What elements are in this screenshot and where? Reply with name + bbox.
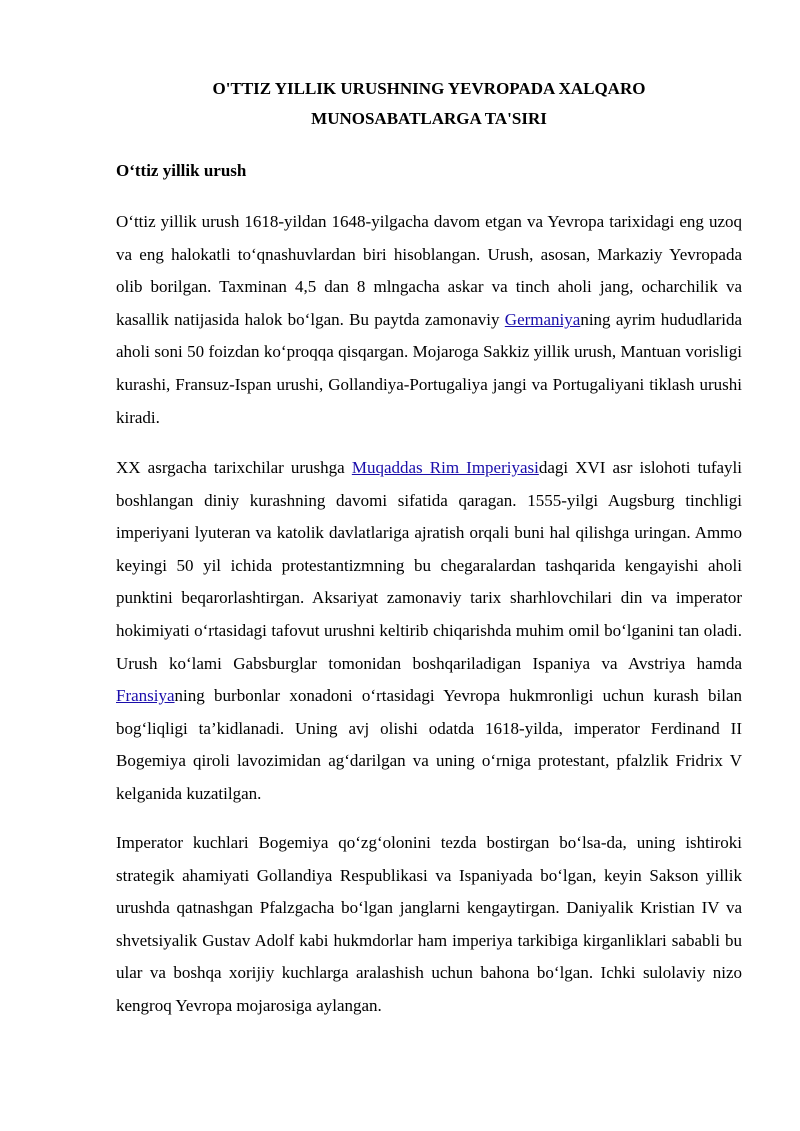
germaniya-link[interactable]: Germaniya (504, 309, 581, 329)
paragraph-1-text-after: ning ayrim hududlarida aholi soni 50 foizdan ko‘proqqa qisqargan. Mojaroga Sakkiz yillik urush, Mantuan vorisligi kurashi, Fransuz-Ispan urushi, Gollandiya-Portugaliya jangi va Portugaliyani tiklash urushi kiradi. (116, 309, 742, 427)
title-line-2: MUNOSABATLARGA TA'SIRI (311, 109, 547, 128)
title-line-1: O'TTIZ YILLIK URUSHNING YEVROPADA XALQARO (212, 79, 646, 98)
paragraph-2-text-middle: dagi XVI asr islohoti tufayli boshlangan diniy kurashning davomi sifatida qaragan. 1555-yilgi Augsburg tinchligi imperiyani lyuteran va katolik davlatlariga ajratish orqali buni hal qilishga uringan. Ammo keyingi 50 yil ichida protestantizmning bu chegaralardan tashqarida kengayishi aholi punktini beqarorlashtirgan. Aksariyat zamonaviy tarix sharhlovchilari din va imperator hokimiyati o‘rtasidagi tafovut urushni keltirib chiqarishda muhim omil bo‘lganini tan oladi. Urush ko‘lami Gabsburglar tomonidan boshqariladigan Ispaniya va Avstriya hamda (116, 458, 742, 673)
paragraph-3: Imperator kuchlari Bogemiya qo‘zg‘olonini tezda bostirgan bo‘lsa-da, uning ishtiroki strategik ahamiyati Gollandiya Respublikasi va Ispaniyada bo‘lgan, keyin Sakson yillik urushda qatnashgan Pfalzgacha bo‘lgan janglarni kengaytirgan. Daniyalik Kristian IV va shvetsiyalik Gustav Adolf kabi hukmdorlar ham imperiya tarkibiga kirganliklari sababli bu ular va boshqa xorijiy kuchlarga aralashish uchun bahona bo‘lgan. Ichki sulolaviy nizo kengroq Yevropa mojarosiga aylangan. (116, 833, 742, 1015)
document-title (116, 74, 742, 134)
muqaddas-rim-imperiyasi-link[interactable]: Muqaddas Rim Imperiyasi (351, 458, 539, 477)
paragraph-1-text-before: O‘ttiz yillik urush 1618-yildan 1648-yilgacha davom etgan va Yevropa tarixidagi eng uzoq va eng halokatli to‘qnashuvlardan biri hisoblangan. Urush, asosan, Markaziy Yevropada olib borilgan. Taxminan 4,5 dan 8 mlngacha askar va tinch aholi jang, ocharchilik va kasallik natijasida halok bo‘lgan. Bu paytda zamonaviy (116, 212, 742, 329)
paragraph-1 (116, 206, 742, 434)
paragraph-2-text-before: XX asrgacha tarixchilar urushga (116, 458, 352, 477)
paragraph-2-text-after: ning burbonlar xonadoni o‘rtasidagi Yevropa hukmronligi uchun kurash bilan bog‘liqligi ta’kidlanadi. Uning avj olishi odatda 1618-yilda, imperator Ferdinand II Bogemiya qiroli lavozimidan ag‘darilgan va uning o‘rniga protestant, pfalzlik Fridrix V kelganida kuzatilgan. (116, 686, 742, 803)
section-heading: O‘ttiz yillik urush (116, 161, 247, 180)
fransiya-link[interactable]: Fransiya (116, 686, 175, 706)
paragraph-2 (116, 452, 742, 811)
